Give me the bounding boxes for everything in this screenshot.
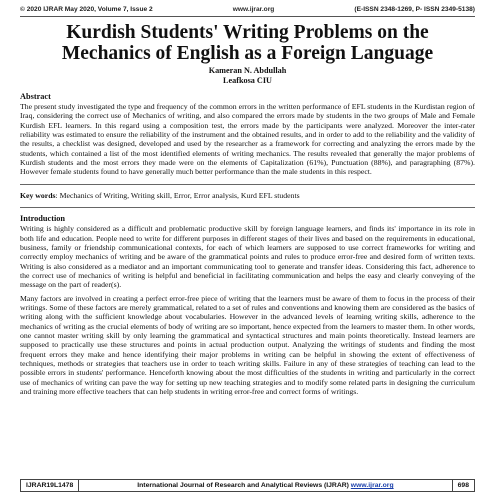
abstract-text: The present study investigated the type and frequency of the common errors in the written performance of EFL students in the Kurdistan region of Iraq, considering the correct use of Mechanics of writing, and also compared the errors made by students in the two groups of Male and Female Kurdish EFL learners. In this regard using a composition test, the errors made by the participants were analyzed. Moreover the inter-rater reliability was estimated to ensure the reliability of the instrument and the obtained results, and in order to add to the reliability and the validity of the results, a checklist was designed, developed and used by the researcher as a framework for correcting and analyzing the errors made by the students, which contained a list of the most identified elements of writing mechanics. The results revealed that generally the major problems of Kurdish students and the most errors they made were on the elements of Capitalization (61%), Punctuation (88%), and paragraphing (87%). However female students found to have generally much better performance than the male students in this respect. <box>20 102 475 177</box>
journal-website[interactable]: www.ijrar.org <box>232 6 275 13</box>
paper-title-line-2: Mechanics of English as a Foreign Language <box>61 43 434 64</box>
paper-id: IJRAR19L1478 <box>21 480 79 491</box>
introduction-paragraph-1: Writing is highly considered as a difficult and problematic productive skill by foreign language learners, and finds its' importance in its role in both life and education. People need to write for different purposes in different stages of their lives and based on the requirements in educational, business, family or friendship communicational contexts, for each of which learners are supposed to use correct frameworks for writing and correctly employ mechanics of writing and be aware of the grammatical points and rules to produce error-free and desired form of written texts. Writing is also considered as a mediator and an important communicating tool to generate and transfer ideas. Considering this fact, adherence to the correct use of mechanics of writing is helpful and beneficial in facilitating communication and helps the easy and clearly conveying of the message on the part of reader(s). <box>20 224 475 290</box>
journal-header <box>20 4 475 17</box>
author-affiliation: Leafkosa CIU <box>223 76 272 85</box>
introduction-paragraph-2: Many factors are involved in creating a perfect error-free piece of writing that the learners must be aware of them to focus in the process of their writings. Some of these factors are merely grammatical, related to a set of rules and conventions and knowing them are considered as the basics of writing along with the sufficient knowledge about vocabularies. However in the advanced levels of learning writing skills, adherence to the mechanics of writing as the crucial elements of body of writing are so important, hence expected from the learners to master them. In other words, one cannot master writing skill by only learning the grammatical and syntactical structures and main points theoretically. Instead learners are supposed to practically use these structures and points in actual production output. Analyzing the writings of students and finding the most frequent errors they make and hence identifying their major problems in writing can be helpful in showing the extent of effectiveness of techniques, methods or strategies that teachers use in order to teach writing skills. Failure in any of these strategies of teaching can lead to the possible errors in students' performance. Henceforth knowing about the most difficulties of the students in writing and particularly in the correct use of mechanics of writing can pave the way for setting up new teaching strategies and to modify some related parts in designing the curriculum and training more effective teachers that can help students in writing error-free and correct forms of writings. <box>20 293 475 396</box>
author-name: Kameran N. Abdullah <box>208 66 287 75</box>
abstract-divider <box>20 184 475 185</box>
footer-journal <box>79 480 452 491</box>
author-block <box>20 66 475 86</box>
footer-journal-name: International Journal of Research and Analytical Reviews (IJRAR) <box>137 482 349 489</box>
abstract-heading: Abstract <box>20 92 51 101</box>
page-number: 698 <box>457 482 469 489</box>
keywords-divider <box>20 207 475 208</box>
journal-issue: © 2020 IJRAR May 2020, Volume 7, Issue 2 <box>20 6 153 13</box>
page-footer <box>20 479 475 492</box>
keywords-label: Key words <box>20 190 56 200</box>
footer-url-link[interactable]: www.ijrar.org <box>350 482 394 489</box>
paper-title-line-1: Kurdish Students' Writing Problems on the <box>66 22 429 43</box>
keywords <box>20 191 475 200</box>
keywords-text: : Mechanics of Writing, Writing skill, Error, Error analysis, Kurd EFL students <box>55 190 300 200</box>
paper-title <box>20 22 475 64</box>
introduction-heading: Introduction <box>20 214 66 224</box>
journal-issn: (E-ISSN 2348-1269, P- ISSN 2349-5138) <box>354 6 475 13</box>
